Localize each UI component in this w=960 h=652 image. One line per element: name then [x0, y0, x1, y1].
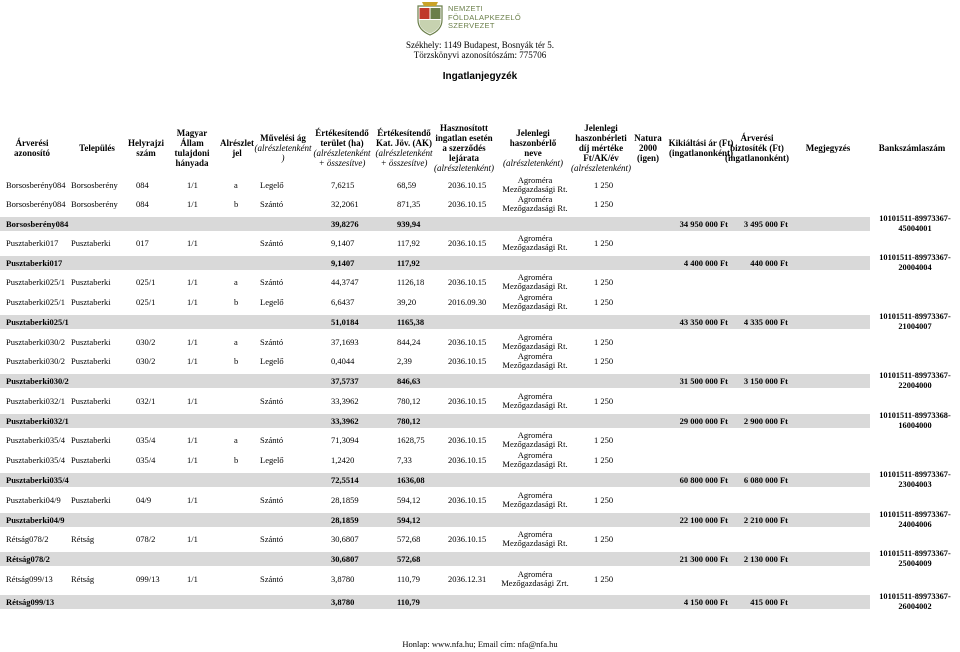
parcel-number: 084 [136, 180, 149, 190]
lease-fee: 1 250 [594, 297, 614, 307]
ak-value: 39,20 [397, 297, 417, 307]
lease-fee: 1 250 [594, 337, 614, 347]
starting-price: 34 950 000 Ft [679, 219, 728, 229]
bank-account: 10101511-89973367-20004004 [879, 253, 951, 272]
starting-price: 4 400 000 Ft [683, 258, 728, 268]
auction-id: Pusztaberki030/2 [6, 376, 69, 386]
auction-deposit: 3 495 000 Ft [743, 219, 788, 229]
auction-id: Pusztaberki017 [6, 238, 59, 248]
total-area-ha: 72,5514 [331, 475, 359, 485]
tenant-name: Agroméra [517, 332, 553, 342]
area-ha: 30,6807 [331, 534, 359, 544]
lease-fee: 1 250 [594, 574, 614, 584]
total-ak-value: 117,92 [397, 258, 420, 268]
auction-id: Borsosberény084 [6, 180, 66, 190]
tenant-name: Agroméra [517, 450, 553, 460]
contract-expiry: 2036.10.15 [448, 199, 487, 209]
auction-id: Pusztaberki035/4 [6, 475, 69, 485]
cultivation: Szántó [260, 199, 284, 209]
cultivation: Legelő [260, 455, 284, 465]
tenant-name: Agroméra [517, 272, 553, 282]
area-ha: 28,1859 [331, 495, 359, 505]
lease-fee: 1 250 [594, 435, 614, 445]
area-ha: 1,2420 [331, 455, 355, 465]
ak-value: 68,59 [397, 180, 417, 190]
total-area-ha: 30,6807 [331, 554, 359, 564]
column-header: Megjegyzés [805, 143, 851, 153]
contract-expiry: 2036.10.15 [448, 238, 487, 248]
total-area-ha: 28,1859 [331, 515, 359, 525]
parcel-number: 035/4 [136, 435, 156, 445]
ak-value: 2,39 [397, 356, 412, 366]
tenant-name: Mezőgazdasági Rt. [502, 538, 568, 548]
tenant-name: Mezőgazdasági Rt. [502, 301, 568, 311]
bank-account: 10101511-89973367-25004009 [879, 549, 951, 568]
contract-expiry: 2036.10.15 [448, 495, 487, 505]
bank-account: 10101511-89973367-26004002 [879, 592, 951, 611]
bank-account: 10101511-89973368-16004000 [879, 411, 951, 430]
ak-value: 7,33 [397, 455, 412, 465]
contract-expiry: 2016.09.30 [448, 297, 487, 307]
starting-price: 31 500 000 Ft [679, 376, 728, 386]
settlement: Pusztaberki [71, 356, 111, 366]
settlement: Pusztaberki [71, 238, 111, 248]
total-ak-value: 939,94 [397, 219, 421, 229]
cultivation: Szántó [260, 277, 284, 287]
ak-value: 844,24 [397, 337, 421, 347]
lease-fee: 1 250 [594, 495, 614, 505]
column-header: Értékesítendő Kat. Jöv. (AK) (alrészletenként + összesítve) [375, 128, 433, 168]
org-address: Székhely: 1149 Budapest, Bosnyák tér 5. [406, 40, 554, 50]
column-header: Bankszámlaszám [878, 143, 946, 153]
tenant-name: Agroméra [517, 233, 553, 243]
lease-fee: 1 250 [594, 455, 614, 465]
sub-parcel: a [234, 337, 238, 347]
tenant-name: Agroméra [517, 175, 553, 185]
tenant-name: Mezőgazdasági Rt. [502, 281, 568, 291]
tenant-name: Agroméra [517, 569, 553, 579]
contract-expiry: 2036.10.15 [448, 277, 487, 287]
auction-id: Pusztaberki030/2 [6, 337, 66, 347]
auction-id: Rétság099/13 [6, 597, 55, 607]
ak-value: 117,92 [397, 238, 421, 248]
parcel-number: 017 [136, 238, 149, 248]
auction-id: Pusztaberki035/4 [6, 435, 66, 445]
column-header: Település [79, 143, 115, 153]
tenant-name: Agroméra [517, 430, 553, 440]
column-header: Natura 2000 (igen) [634, 133, 662, 163]
sub-parcel: b [234, 455, 239, 465]
settlement: Pusztaberki [71, 495, 111, 505]
auction-id: Pusztaberki04/9 [6, 515, 65, 525]
parcel-number: 032/1 [136, 396, 156, 406]
total-area-ha: 39,8276 [331, 219, 359, 229]
parcel-number: 030/2 [136, 356, 156, 366]
auction-deposit: 440 000 Ft [750, 258, 788, 268]
column-header: Jelenlegi haszonbérleti díj mértéke Ft/AK/év (alrészletenként) [571, 123, 631, 173]
starting-price: 22 100 000 Ft [679, 515, 728, 525]
lease-fee: 1 250 [594, 199, 614, 209]
bank-account: 10101511-89973367-23004003 [879, 470, 951, 489]
settlement: Pusztaberki [71, 277, 111, 287]
state-share: 1/1 [187, 356, 198, 366]
bank-account: 10101511-89973367-24004006 [879, 510, 951, 529]
parcel-number: 025/1 [136, 297, 156, 307]
area-ha: 7,6215 [331, 180, 355, 190]
cultivation: Szántó [260, 534, 284, 544]
auction-id: Pusztaberki017 [6, 258, 63, 268]
contract-expiry: 2036.10.15 [448, 534, 487, 544]
cultivation: Szántó [260, 435, 284, 445]
sub-parcel: b [234, 356, 239, 366]
sub-parcel: b [234, 297, 239, 307]
parcel-number: 035/4 [136, 455, 156, 465]
lease-fee: 1 250 [594, 356, 614, 366]
org-name: NEMZETI FÖLDALAPKEZELŐ SZERVEZET [448, 4, 521, 30]
area-ha: 9,1407 [331, 238, 355, 248]
parcel-number: 078/2 [136, 534, 156, 544]
column-header: Árverési biztosíték (Ft) (ingatlanonként) [725, 133, 790, 163]
tenant-name: Mezőgazdasági Rt. [502, 184, 568, 194]
contract-expiry: 2036.10.15 [448, 337, 487, 347]
settlement: Rétság [71, 574, 95, 584]
tenant-name: Mezőgazdasági Rt. [502, 242, 568, 252]
tenant-name: Mezőgazdasági Zrt. [501, 578, 569, 588]
contract-expiry: 2036.10.15 [448, 435, 487, 445]
starting-price: 21 300 000 Ft [679, 554, 728, 564]
total-ak-value: 1636,08 [397, 475, 425, 485]
auction-deposit: 3 150 000 Ft [743, 376, 788, 386]
column-header: Kikiáltási ár (Ft) (ingatlanonként) [668, 138, 734, 158]
auction-id: Pusztaberki032/1 [6, 396, 66, 406]
settlement: Pusztaberki [71, 435, 111, 445]
lease-fee: 1 250 [594, 180, 614, 190]
nfa-logo [405, 0, 565, 38]
cultivation: Legelő [260, 356, 284, 366]
state-share: 1/1 [187, 574, 198, 584]
auction-id: Pusztaberki032/1 [6, 416, 69, 426]
tenant-name: Agroméra [517, 391, 553, 401]
page-title: Ingatlanjegyzék [442, 71, 518, 82]
column-header: Magyar Állam tulajdoni hányada [174, 128, 210, 168]
lease-fee: 1 250 [594, 238, 614, 248]
column-header: Hasznosított ingatlan esetén a szerződés lejárata (alrészletenként) [434, 123, 494, 173]
column-header: Művelési ág (alrészletenként ) [254, 133, 312, 163]
settlement: Pusztaberki [71, 337, 111, 347]
cultivation: Szántó [260, 238, 284, 248]
ak-value: 1126,18 [397, 277, 425, 287]
settlement: Borsosberény [71, 199, 118, 209]
ak-value: 572,68 [397, 534, 421, 544]
state-share: 1/1 [187, 396, 198, 406]
cultivation: Legelő [260, 180, 284, 190]
nfa-emblem-icon [415, 2, 445, 36]
tenant-name: Agroméra [517, 351, 553, 361]
tenant-name: Mezőgazdasági Rt. [502, 439, 568, 449]
contract-expiry: 2036.10.15 [448, 356, 487, 366]
auction-id: Borsosberény084 [6, 219, 69, 229]
tenant-name: Mezőgazdasági Rt. [502, 499, 568, 509]
starting-price: 60 800 000 Ft [679, 475, 728, 485]
cultivation: Legelő [260, 297, 284, 307]
area-ha: 71,3094 [331, 435, 359, 445]
bank-account: 10101511-89973367-45004001 [879, 214, 951, 233]
auction-deposit: 2 210 000 Ft [743, 515, 788, 525]
parcel-number: 025/1 [136, 277, 156, 287]
total-area-ha: 33,3962 [331, 416, 359, 426]
auction-id: Pusztaberki04/9 [6, 495, 61, 505]
total-ak-value: 846,63 [397, 376, 421, 386]
auction-id: Pusztaberki030/2 [6, 356, 66, 366]
column-header: Helyrajzi szám [128, 138, 164, 158]
parcel-number: 030/2 [136, 337, 156, 347]
column-header: Értékesítendő terület (ha) (alrészletenként + összesítve) [313, 128, 371, 168]
total-ak-value: 594,12 [397, 515, 421, 525]
tenant-name: Agroméra [517, 194, 553, 204]
ak-value: 110,79 [397, 574, 421, 584]
lease-fee: 1 250 [594, 534, 614, 544]
org-tax-id: Törzskönyvi azonosítószám: 775706 [413, 50, 547, 60]
sub-parcel: a [234, 435, 238, 445]
sub-parcel: b [234, 199, 239, 209]
auction-deposit: 6 080 000 Ft [743, 475, 788, 485]
tenant-name: Agroméra [517, 292, 553, 302]
parcel-number: 084 [136, 199, 149, 209]
auction-deposit: 415 000 Ft [750, 597, 788, 607]
ak-value: 780,12 [397, 396, 421, 406]
state-share: 1/1 [187, 199, 198, 209]
settlement: Pusztaberki [71, 455, 111, 465]
sub-parcel: a [234, 180, 238, 190]
lease-fee: 1 250 [594, 396, 614, 406]
total-ak-value: 572,68 [397, 554, 421, 564]
parcel-number: 099/13 [136, 574, 160, 584]
state-share: 1/1 [187, 455, 198, 465]
contract-expiry: 2036.10.15 [448, 396, 487, 406]
auction-deposit: 2 130 000 Ft [743, 554, 788, 564]
tenant-name: Agroméra [517, 490, 553, 500]
state-share: 1/1 [187, 534, 198, 544]
contract-expiry: 2036.10.15 [448, 180, 487, 190]
auction-deposit: 2 900 000 Ft [743, 416, 788, 426]
cultivation: Szántó [260, 396, 284, 406]
auction-deposit: 4 335 000 Ft [743, 317, 788, 327]
total-ak-value: 110,79 [397, 597, 420, 607]
tenant-name: Agroméra [517, 529, 553, 539]
auction-id: Borsosberény084 [6, 199, 66, 209]
cultivation: Szántó [260, 574, 284, 584]
starting-price: 43 350 000 Ft [679, 317, 728, 327]
area-ha: 0,4044 [331, 356, 355, 366]
auction-id: Rétság078/2 [6, 554, 50, 564]
area-ha: 32,2061 [331, 199, 359, 209]
tenant-name: Mezőgazdasági Rt. [502, 341, 568, 351]
total-ak-value: 780,12 [397, 416, 421, 426]
state-share: 1/1 [187, 180, 198, 190]
starting-price: 4 150 000 Ft [683, 597, 728, 607]
settlement: Borsosberény [71, 180, 118, 190]
area-ha: 33,3962 [331, 396, 359, 406]
area-ha: 3,8780 [331, 574, 355, 584]
tenant-name: Mezőgazdasági Rt. [502, 400, 568, 410]
contract-expiry: 2036.12.31 [448, 574, 487, 584]
auction-id: Pusztaberki025/1 [6, 297, 66, 307]
state-share: 1/1 [187, 495, 198, 505]
sub-parcel: a [234, 277, 238, 287]
starting-price: 29 000 000 Ft [679, 416, 728, 426]
contract-expiry: 2036.10.15 [448, 455, 487, 465]
auction-id: Pusztaberki025/1 [6, 277, 66, 287]
bank-account: 10101511-89973367-21004007 [879, 312, 951, 331]
state-share: 1/1 [187, 337, 198, 347]
ak-value: 1628,75 [397, 435, 425, 445]
tenant-name: Mezőgazdasági Rt. [502, 360, 568, 370]
total-ak-value: 1165,38 [397, 317, 425, 327]
state-share: 1/1 [187, 277, 198, 287]
area-ha: 37,1693 [331, 337, 359, 347]
column-header: Jelenlegi haszonbérlő neve (alrészletenként) [503, 128, 563, 168]
column-header: Alrészlet jel [220, 138, 254, 158]
settlement: Pusztaberki [71, 297, 111, 307]
state-share: 1/1 [187, 435, 198, 445]
total-area-ha: 9,1407 [331, 258, 355, 268]
column-header: Árverési azonosító [14, 138, 50, 158]
lease-fee: 1 250 [594, 277, 614, 287]
bank-account: 10101511-89973367-22004000 [879, 371, 951, 390]
auction-id: Pusztaberki025/1 [6, 317, 69, 327]
area-ha: 6,6437 [331, 297, 355, 307]
total-area-ha: 37,5737 [331, 376, 359, 386]
tenant-name: Mezőgazdasági Rt. [502, 203, 568, 213]
state-share: 1/1 [187, 297, 198, 307]
state-share: 1/1 [187, 238, 198, 248]
area-ha: 44,3747 [331, 277, 359, 287]
settlement: Rétság [71, 534, 95, 544]
ak-value: 594,12 [397, 495, 421, 505]
auction-id: Rétság078/2 [6, 534, 49, 544]
cultivation: Szántó [260, 495, 284, 505]
total-area-ha: 3,8780 [331, 597, 355, 607]
auction-id: Rétság099/13 [6, 574, 53, 584]
settlement: Pusztaberki [71, 396, 111, 406]
cultivation: Szántó [260, 337, 284, 347]
auction-id: Pusztaberki035/4 [6, 455, 66, 465]
tenant-name: Mezőgazdasági Rt. [502, 459, 568, 469]
total-area-ha: 51,0184 [331, 317, 359, 327]
parcel-number: 04/9 [136, 495, 152, 505]
footer-contact: Honlap: www.nfa.hu; Email cím: nfa@nfa.hu [402, 639, 558, 649]
ak-value: 871,35 [397, 199, 421, 209]
